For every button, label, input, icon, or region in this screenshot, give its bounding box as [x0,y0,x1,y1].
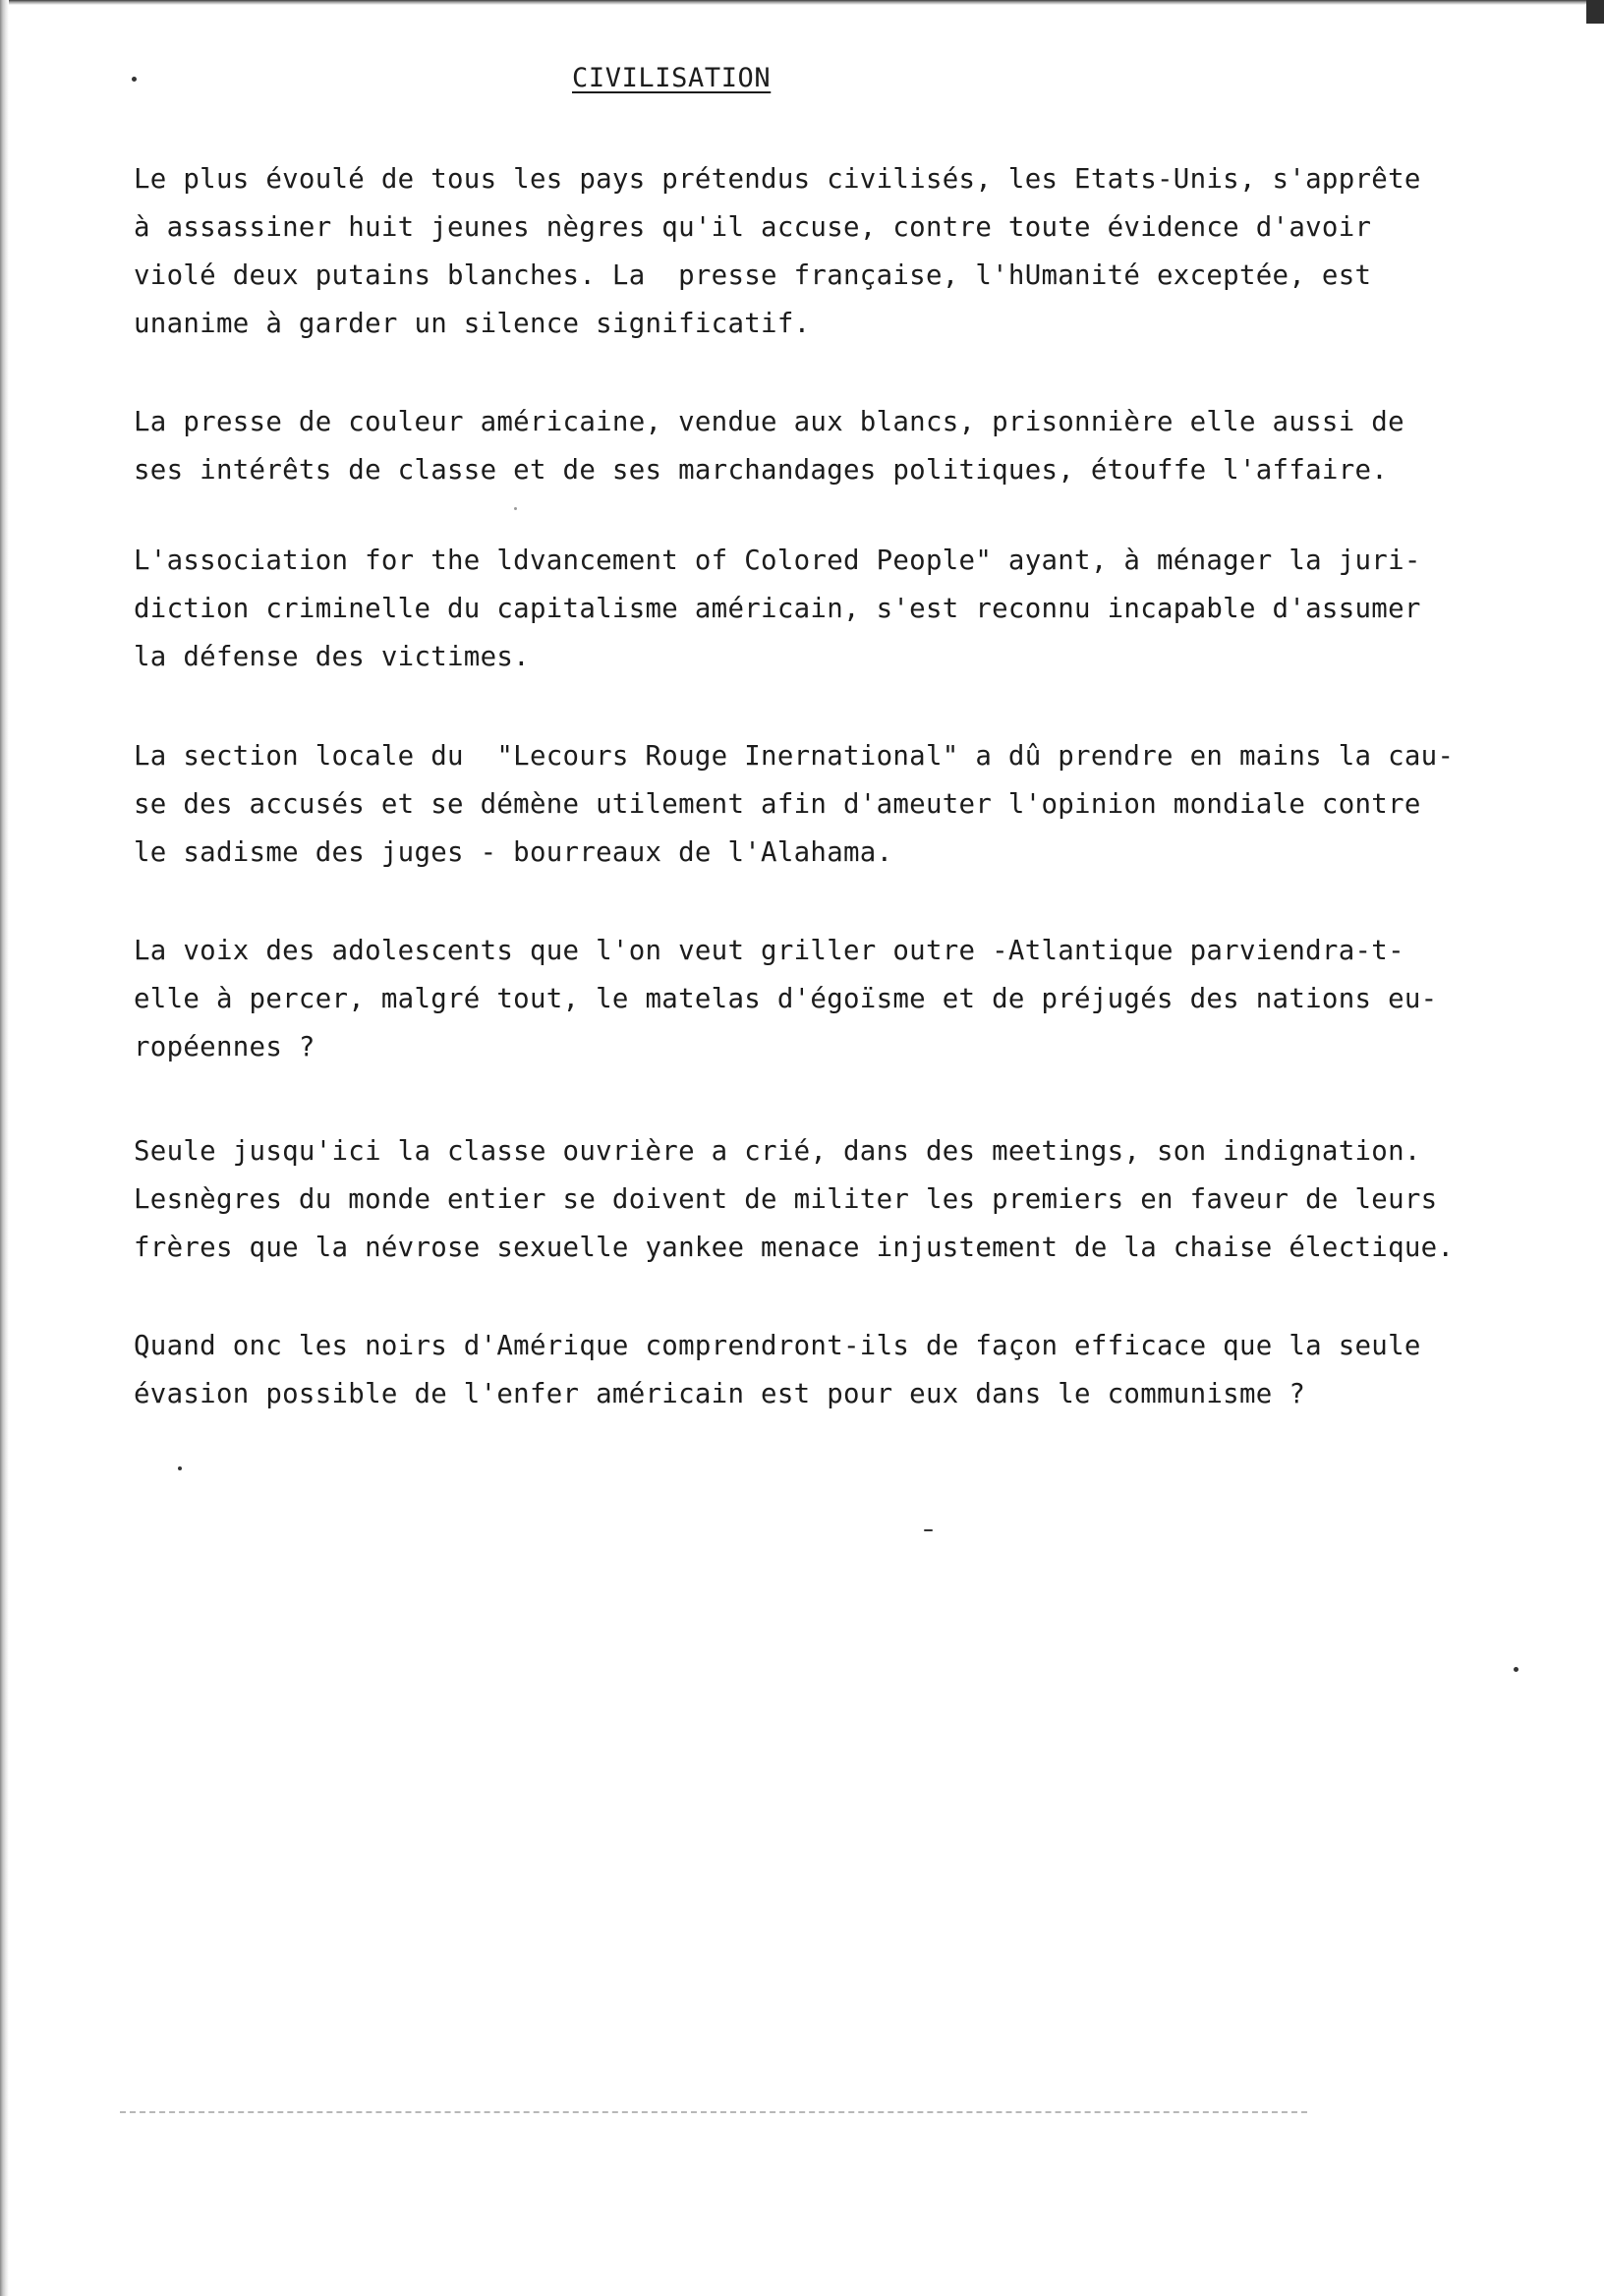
text-line: elle à percer, malgré tout, le matelas d'égoïsme et de préjugés des nations eu- [134,984,1438,1014]
text-line: évasion possible de l'enfer américain est pour eux dans le communisme ? [134,1379,1306,1409]
text-line: frères que la névrose sexuelle yankee menace injustement de la chaise électique. [134,1233,1455,1263]
text-line: ropéennes ? [134,1032,315,1062]
text-line: ses intérêts de classe et de ses marchandages politiques, étouffe l'affaire. [134,455,1389,486]
text-line: la défense des victimes. [134,642,530,672]
text-line: La voix des adolescents que l'on veut griller outre -Atlantique parviendra-t- [134,936,1404,966]
page-title: CIVILISATION [572,63,772,93]
paragraph-2 [134,398,1588,494]
ink-speck [514,507,517,510]
scan-fold-line [120,2111,1307,2113]
ink-speck [178,1466,182,1470]
ink-speck [1514,1667,1518,1672]
scan-top-edge [0,0,1604,5]
ink-speck [924,1529,933,1531]
text-line: L'association for the ldvancement of Colored People" ayant, à ménager la juri- [134,545,1421,576]
ink-speck [132,77,137,82]
text-line: le sadisme des juges - bourreaux de l'Alahama. [134,837,893,868]
paragraph-1 [134,155,1588,348]
text-line: unanime à garder un silence significatif. [134,309,811,339]
scan-left-edge [0,0,9,2296]
text-line: diction criminelle du capitalisme américain, s'est reconnu incapable d'assumer [134,594,1421,624]
scan-corner-mark [1586,0,1604,24]
text-line: Le plus évoulé de tous les pays prétendus civilisés, les Etats-Unis, s'apprête [134,164,1421,195]
text-line: se des accusés et se démène utilement afin d'ameuter l'opinion mondiale contre [134,789,1421,820]
text-line: Lesnègres du monde entier se doivent de militer les premiers en faveur de leurs [134,1184,1438,1215]
text-line: Quand onc les noirs d'Amérique comprendront-ils de façon efficace que la seule [134,1331,1421,1361]
paragraph-7 [134,1322,1588,1418]
paragraph-6 [134,1127,1588,1272]
paragraph-3 [134,537,1588,681]
text-line: La presse de couleur américaine, vendue aux blancs, prisonnière elle aussi de [134,407,1404,437]
text-line: La section locale du "Lecours Rouge Inernational" a dû prendre en mains la cau- [134,741,1455,772]
text-line: violé deux putains blanches. La presse française, l'hUmanité exceptée, est [134,260,1372,291]
paragraph-4 [134,732,1588,877]
paragraph-5 [134,927,1588,1071]
text-line: à assassiner huit jeunes nègres qu'il accuse, contre toute évidence d'avoir [134,212,1372,243]
text-line: Seule jusqu'ici la classe ouvrière a crié, dans des meetings, son indignation. [134,1136,1421,1167]
